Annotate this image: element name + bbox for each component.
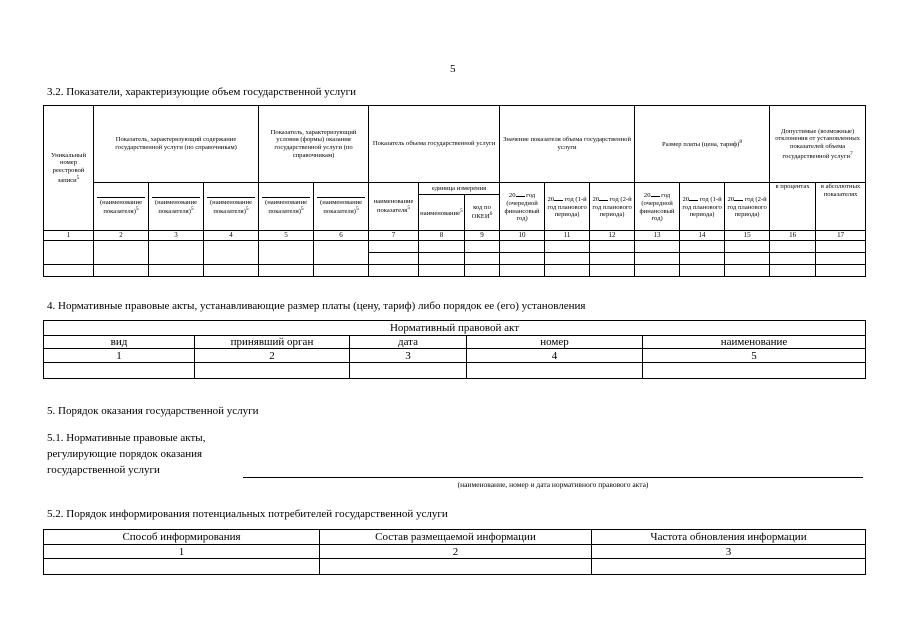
legal-act-caption: (наименование, номер и дата нормативного правового акта) <box>457 480 649 489</box>
legal-act-table-title: Нормативный правовой акт <box>44 321 866 336</box>
sub-content-name-3: (наименование показателя)$^5$ <box>204 183 259 231</box>
legal-act-input-line[interactable] <box>243 477 863 478</box>
table-row <box>44 363 866 379</box>
section-5-2-title: 5.2. Порядок информирования потенциальных потребителей государственной услуги <box>47 508 448 520</box>
header-update-frequency: Частота обновления информации <box>592 530 866 545</box>
col-num: 1 <box>44 349 195 363</box>
col-num: 1 <box>44 231 94 241</box>
col-num: 4 <box>204 231 259 241</box>
col-num: 10 <box>500 231 545 241</box>
col-num: 11 <box>545 231 590 241</box>
sub-fee-year-1: 20 год (очередной финансовый год) <box>635 183 680 231</box>
sub-deviation-percent: в процентах <box>770 183 816 231</box>
col-num: 8 <box>419 231 465 241</box>
sub-content-name-2: (наименование показателя)$^5$ <box>149 183 204 231</box>
col-num: 3 <box>592 545 866 559</box>
col-num: 2 <box>320 545 592 559</box>
header-conditions-indicator: Показатель, характеризующий условия (формы) оказания государственной услуги (по справочникам) <box>259 106 369 183</box>
section-3-2-title: 3.2. Показатели, характеризующие объем государственной услуги <box>47 86 356 98</box>
informing-table <box>43 529 866 575</box>
section-5-title: 5. Порядок оказания государственной услуги <box>47 405 259 417</box>
col-num: 6 <box>314 231 369 241</box>
volume-indicators-table <box>43 105 866 277</box>
header-allowed-deviation: Допустимые (возможные) отклонения от установленных показателей объема государственной услуги$^7$ <box>770 106 866 183</box>
header-number: номер <box>467 336 643 349</box>
header-volume-value: Значение показателя объема государственной услуги <box>500 106 635 183</box>
col-num: 4 <box>467 349 643 363</box>
sub-value-year-2: 20 год (1-й год планового периода) <box>545 183 590 231</box>
section-4-title: 4. Нормативные правовые акты, устанавливающие размер платы (цену, тариф) либо порядок ее (его) установления <box>47 300 586 312</box>
col-num: 15 <box>725 231 770 241</box>
page-number: 5 <box>450 63 456 75</box>
col-num: 2 <box>94 231 149 241</box>
col-num: 1 <box>44 545 320 559</box>
sub-value-year-1: 20 год (очередной финансовый год) <box>500 183 545 231</box>
header-fee-size: Размер платы (цена, тариф)$^8$ <box>635 106 770 183</box>
sub-content-name-1: (наименование показателя)$^5$ <box>94 183 149 231</box>
col-num: 7 <box>369 231 419 241</box>
col-num: 5 <box>259 231 314 241</box>
col-num: 2 <box>195 349 350 363</box>
sub-volume-name: наименование показателя$^5$ <box>369 183 419 231</box>
legal-acts-table <box>43 320 866 379</box>
sub-condition-name-1: (наименование показателя)$^5$ <box>259 183 314 231</box>
header-name: наименование <box>643 336 866 349</box>
table-row <box>44 265 866 277</box>
header-unique-number: Уникальный номер реестровой записи$^5$ <box>44 106 94 231</box>
sub-value-year-3: 20 год (2-й год планового периода) <box>590 183 635 231</box>
col-num: 17 <box>816 231 866 241</box>
sub-fee-year-3: 20 год (2-й год планового периода) <box>725 183 770 231</box>
sub-fee-year-2: 20 год (1-й год планового периода) <box>680 183 725 231</box>
sub-deviation-absolute: в абсолютных показателях <box>816 183 866 231</box>
col-num: 9 <box>465 231 500 241</box>
sub-unit-of-measure: единица измерения наименование$^5$ код по ОКЕИ$^6$ <box>419 183 500 231</box>
col-num: 14 <box>680 231 725 241</box>
col-num: 3 <box>350 349 467 363</box>
header-informing-method: Способ информирования <box>44 530 320 545</box>
col-num: 13 <box>635 231 680 241</box>
table-row <box>44 241 866 253</box>
header-content-indicator: Показатель, характеризующий содержание государственной услуги (по справочникам) <box>94 106 259 183</box>
col-num: 12 <box>590 231 635 241</box>
header-issuing-authority: принявший орган <box>195 336 350 349</box>
section-5-1-title: 5.1. Нормативные правовые акты, регулирующие порядок оказания государственной услуги <box>47 432 206 476</box>
col-num: 16 <box>770 231 816 241</box>
header-volume-indicator: Показатель объема государственной услуги <box>369 106 500 183</box>
table-row <box>44 559 866 575</box>
header-type: вид <box>44 336 195 349</box>
header-info-content: Состав размещаемой информации <box>320 530 592 545</box>
col-num: 5 <box>643 349 866 363</box>
column-numbers-row <box>44 231 866 241</box>
col-num: 3 <box>149 231 204 241</box>
header-date: дата <box>350 336 467 349</box>
sub-condition-name-2: (наименование показателя)$^5$ <box>314 183 369 231</box>
